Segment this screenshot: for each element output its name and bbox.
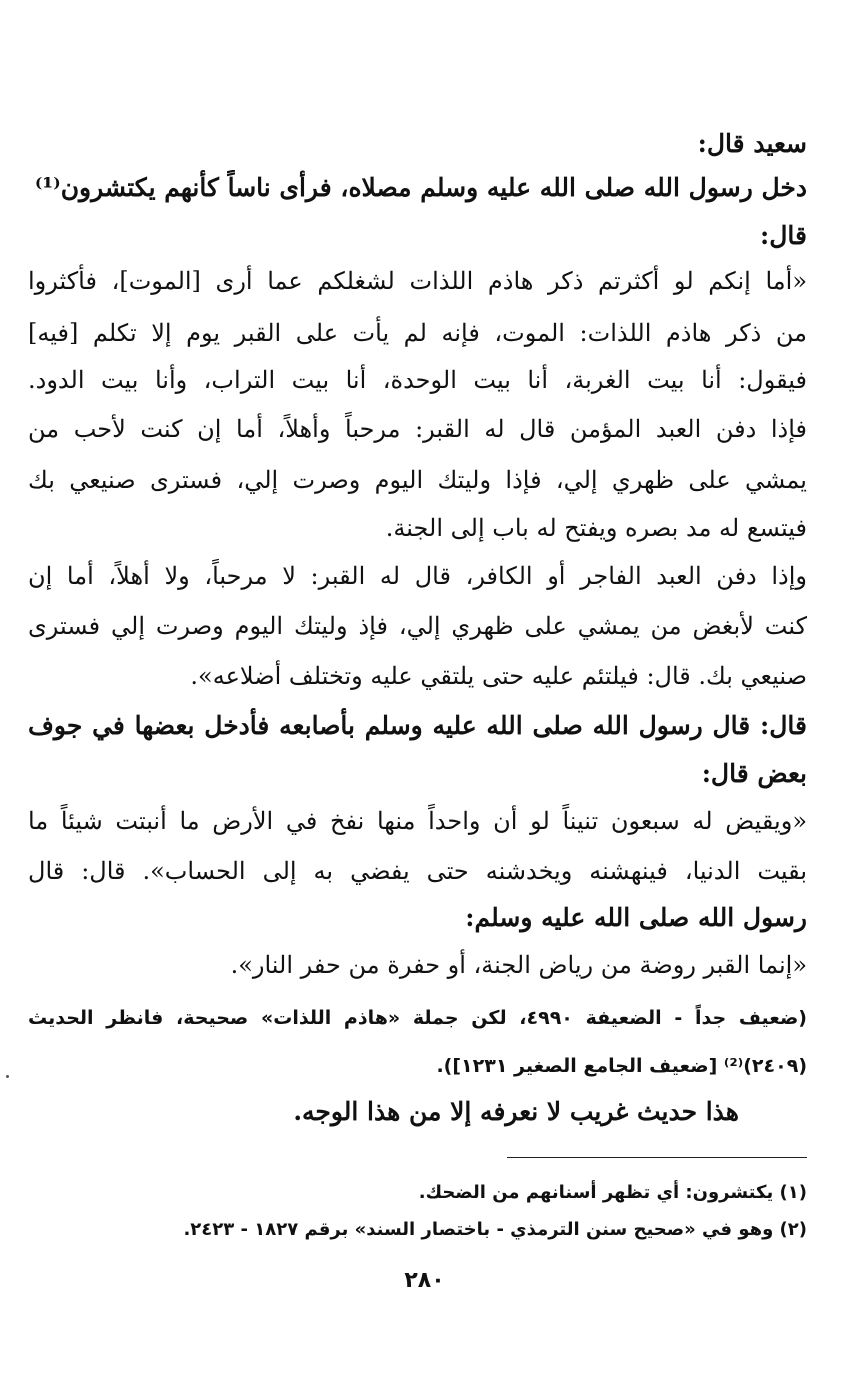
hadith-line: فيتسع له مد بصره ويفتح له باب إلى الجنة. [385,514,807,542]
text-line: بعض قال: [701,759,807,788]
hadith-line: يمشي على ظهري إلي، فإذا وليتك اليوم وصرت إلي، فسترى صنيعي بك [28,466,807,494]
page-number: ٢٨٠ [404,1268,445,1293]
text-line: قال: قال رسول الله صلى الله عليه وسلم بأصابعه فأدخل بعضها في جوف [28,711,807,740]
grading-line: (ضعيف جداً - الضعيفة ٤٩٩٠، لكن جملة «هاذم اللذات» صحيحة، فانظر الحديث [28,1007,807,1029]
margin-dot [6,1075,9,1078]
hadith-line: كنت لأبغض من يمشي على ظهري إلي، فإذ وليتك اليوم وصرت إلي فسترى [28,612,807,640]
footnote: (١) يكتشرون: أي تظهر أسنانهم من الضحك. [418,1182,807,1203]
text-line: دخل رسول الله صلى الله عليه وسلم مصلاه، فرأى ناساً كأنهم يكتشرون⁽¹⁾ [34,173,807,202]
text-line: رسول الله صلى الله عليه وسلم: [465,903,807,932]
footnote-separator [507,1157,807,1158]
hadith-line: «إنما القبر روضة من رياض الجنة، أو حفرة من حفر النار». [230,951,807,979]
hadith-line: صنيعي بك. قال: فيلتئم عليه حتى يلتقي عليه وتختلف أضلاعه». [190,662,807,690]
hadith-line: فيقول: أنا بيت الغربة، أنا بيت الوحدة، أنا بيت التراب، وأنا بيت الدود. [28,366,807,394]
hadith-line: «ويقيض له سبعون تنيناً لو أن واحداً منها نفخ في الأرض ما أنبتت شيئاً ما [28,807,807,835]
hadith-line: «أما إنكم لو أكثرتم ذكر هاذم اللذات لشغلكم عما أرى [الموت]، فأكثروا [28,267,807,295]
text-line: قال: [760,221,807,250]
hadith-line: فإذا دفن العبد المؤمن قال له القبر: مرحباً وأهلاً، أما إن كنت لأحب من [28,415,807,443]
hadith-line: من ذكر هاذم اللذات: الموت، فإنه لم يأت على القبر يوم إلا تكلم [فيه] [28,319,807,347]
hadith-line: وإذا دفن العبد الفاجر أو الكافر، قال له القبر: لا مرحباً، ولا أهلاً، أما إن [28,562,807,590]
grading-line: (٢٤٠٩)⁽²⁾ [ضعيف الجامع الصغير ١٢٣١]). [436,1055,807,1077]
text-line: سعيد قال: [697,129,807,158]
footnote: (٢) وهو في «صحيح سنن الترمذي - باختصار السند» برقم ١٨٢٧ - ٢٤٢٣. [183,1219,807,1240]
hadith-line: بقيت الدنيا، فينهشنه ويخدشنه حتى يفضي به إلى الحساب». قال: قال [28,857,807,885]
text-line: هذا حديث غريب لا نعرفه إلا من هذا الوجه. [293,1097,739,1126]
